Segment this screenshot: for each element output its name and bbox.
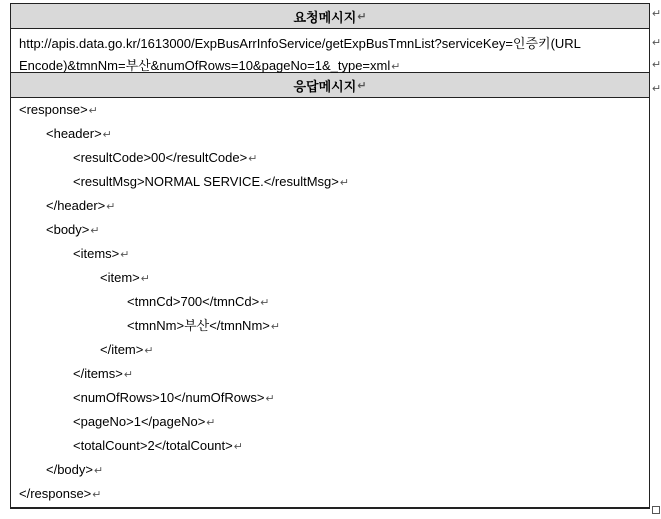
response-cell [11, 98, 649, 508]
xml-line-text: <totalCount>2</totalCount> [73, 438, 233, 453]
xml-line [19, 314, 649, 338]
paragraph-mark-icon: ↵ [144, 345, 154, 357]
paragraph-mark-icon: ↵ [106, 201, 116, 213]
xml-line [19, 482, 649, 506]
paragraph-mark-icon: ↵ [260, 297, 270, 309]
xml-line-text: <response> [19, 102, 88, 117]
xml-line [19, 218, 649, 242]
request-header-label: 요청메시지 [293, 10, 357, 26]
xml-line-text: <resultMsg>NORMAL SERVICE.</resultMsg> [73, 174, 339, 189]
xml-line-text: </header> [46, 198, 106, 213]
request-header [11, 4, 649, 29]
xml-line [19, 434, 649, 458]
table-end-square-icon [652, 506, 660, 514]
xml-line-text: <resultCode>00</resultCode> [73, 150, 248, 165]
xml-line-text: <items> [73, 246, 120, 261]
xml-line-text: <header> [46, 126, 102, 141]
paragraph-mark-icon: ↵ [339, 177, 350, 189]
xml-line-text: <pageNo>1</pageNo> [73, 414, 206, 429]
request-line: http://apis.data.go.kr/1613000/ExpBusArrInfoService/getExpBusTmnList?serviceKey=인증키(URL [19, 36, 581, 51]
xml-line [19, 266, 649, 290]
paragraph-mark-icon: ↵ [94, 465, 104, 477]
xml-line [19, 290, 649, 314]
xml-line [19, 338, 649, 362]
request-line: Encode)&tmnNm=부산&numOfRows=10&pageNo=1&_type=xml↵ [19, 58, 401, 73]
response-header-label: 응답메시지 [293, 79, 357, 95]
xml-line [19, 98, 649, 122]
paragraph-mark-icon: ↵ [123, 369, 134, 381]
message-table [10, 3, 650, 509]
xml-line [19, 386, 649, 410]
xml-line [19, 362, 649, 386]
paragraph-mark-icon: ↵ [102, 129, 112, 141]
paragraph-mark-icon: ↵ [90, 225, 100, 237]
xml-line-text: </item> [100, 342, 144, 357]
row-end-mark-icon: ↵ [652, 59, 661, 71]
xml-line [19, 122, 649, 146]
paragraph-mark-icon: ↵ [248, 153, 258, 165]
paragraph-mark-icon: ↵ [357, 78, 367, 92]
row-end-mark-icon: ↵ [652, 83, 661, 95]
paragraph-mark-icon: ↵ [265, 393, 275, 405]
xml-line-text: <tmnCd>700</tmnCd> [127, 294, 260, 309]
xml-line-text: <body> [46, 222, 90, 237]
xml-line [19, 410, 649, 434]
paragraph-mark-icon: ↵ [120, 249, 130, 261]
paragraph-mark-icon: ↵ [357, 9, 367, 23]
xml-line-text: </response> [19, 486, 92, 501]
xml-line [19, 458, 649, 482]
row-end-mark-icon: ↵ [652, 8, 661, 20]
row-end-mark-icon: ↵ [652, 37, 661, 49]
xml-line-text: </body> [46, 462, 93, 477]
xml-line-text: <item> [100, 270, 140, 285]
request-cell [11, 29, 649, 73]
xml-line [19, 242, 649, 266]
paragraph-mark-icon: ↵ [206, 417, 216, 429]
xml-line [19, 170, 649, 194]
paragraph-mark-icon: ↵ [270, 321, 281, 333]
xml-line-text: </items> [73, 366, 123, 381]
paragraph-mark-icon: ↵ [88, 105, 98, 117]
xml-line [19, 194, 649, 218]
paragraph-mark-icon: ↵ [140, 273, 150, 285]
paragraph-mark-icon: ↵ [233, 441, 243, 453]
paragraph-mark-icon: ↵ [92, 489, 102, 501]
xml-line-text: <tmnNm>부산</tmnNm> [127, 318, 270, 333]
paragraph-mark-icon: ↵ [391, 61, 401, 73]
xml-line [19, 146, 649, 170]
xml-line-text: <numOfRows>10</numOfRows> [73, 390, 265, 405]
